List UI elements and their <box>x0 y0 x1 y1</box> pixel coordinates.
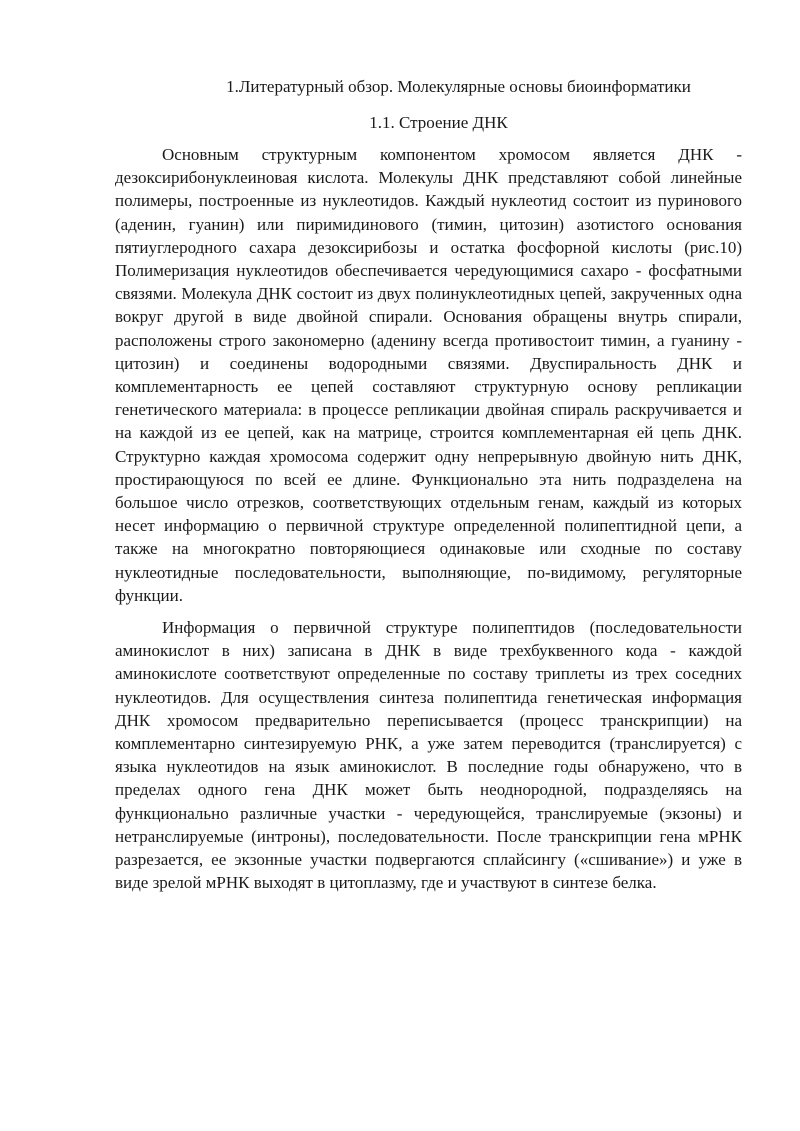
subsection-heading: 1.1. Строение ДНК <box>369 113 508 132</box>
paragraph-genetic-information: Информация о первичной структуре полипептидов (последовательности аминокислот в них) записана в ДНК в виде трехбуквенного кода - каждой аминокислоте соответствуют определенные по составу триплеты из трех соседних нуклеотидов. Для осуществления синтеза полипептида генетическая информация ДНК хромосом предварительно переписывается (процесс транскрипции) на комплементарно синтезируемую РНК, а уже затем переводится (транслируется) с языка нуклеотидов на язык аминокислот. В последние годы обнаружено, что в пределах одного гена ДНК может быть неоднородной, подразделяясь на функционально различные участки - чередующейся, транслируемые (экзоны) и нетранслируемые (интроны), последовательности. После транскрипции гена мРНК разрезается, ее экзонные участки подвергаются сплайсингу («сшивание») и уже в виде зрелой мРНК выходят в цитоплазму, где и участвуют в синтезе белка. <box>115 618 742 893</box>
section-heading: 1.Литературный обзор. Молекулярные основы биоинформатики <box>226 77 691 96</box>
document-body <box>115 74 742 895</box>
paragraph-dna-structure: Основным структурным компонентом хромосом является ДНК - дезоксирибонуклеиновая кислота. Молекулы ДНК представляют собой линейные полимеры, построенные из нуклеотидов. Каждый нуклеотид состоит из пуринового (аденин, гуанин) или пиримидинового (тимин, цитозин) азотистого основания пятиуглеродного сахара дезоксирибозы и остатка фосфорной кислоты (рис.10) Полимеризация нуклеотидов обеспечивается чередующимися сахаро - фосфатными связями. Молекула ДНК состоит из двух полинуклеотидных цепей, закрученных одна вокруг другой в виде двойной спирали. Основания обращены внутрь спирали, расположены строго закономерно (аденину всегда противостоит тимин, а гуанину - цитозин) и соединены водородными связями. Двуспиральность ДНК и комплементарность ее цепей составляют структурную основу репликации генетического материала: в процессе репликации двойная спираль раскручивается и на каждой из ее цепей, как на матрице, строится комплементарная ей цепь ДНК. Структурно каждая хромосома содержит одну непрерывную двойную нить ДНК, простирающуюся по всей ее длине. Функционально эта нить подразделена на большое число отрезков, соответствующих отдельным генам, каждый из которых несет информацию о первичной структуре определенной полипептидной цепи, а также на многократно повторяющиеся одинаковые или сходные по составу нуклеотидные последовательности, выполняющие, по-видимому, регуляторные функции. <box>115 145 742 605</box>
